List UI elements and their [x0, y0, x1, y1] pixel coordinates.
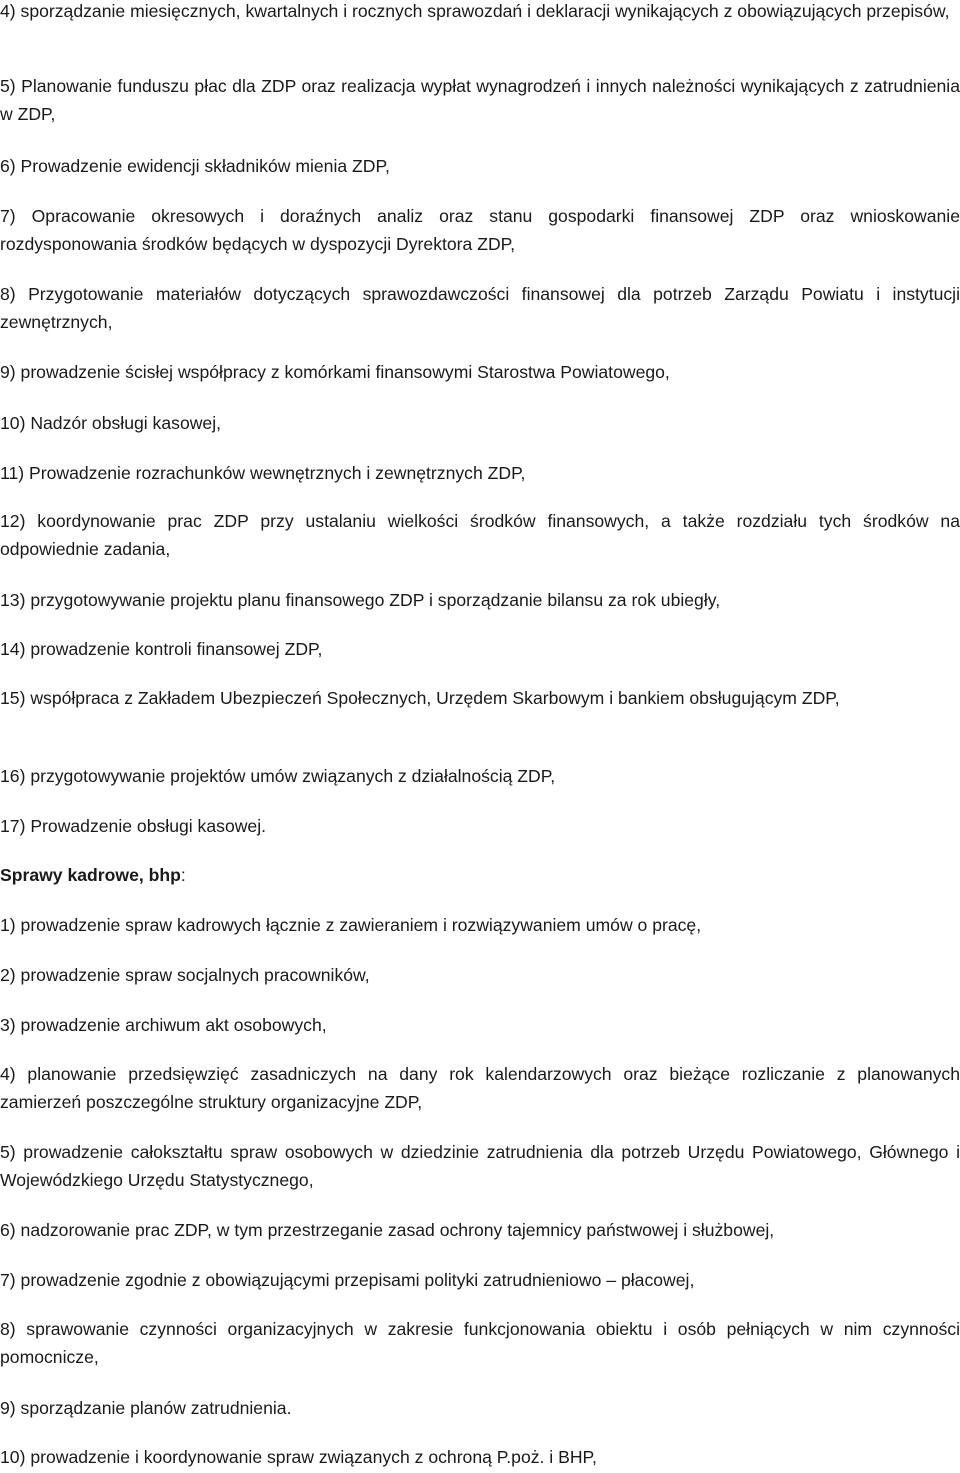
list-item-hr-10: 10) prowadzenie i koordynowanie spraw związanych z ochroną P.poż. i BHP,: [0, 1447, 597, 1467]
list-item-finance-12: 12) koordynowanie prac ZDP przy ustalaniu wielkości środków finansowych, a także rozdziału tych środków na odpowiednie zadania,: [0, 511, 960, 559]
section-heading-text: Sprawy kadrowe, bhp: [0, 865, 181, 885]
list-item-finance-4: 4) sporządzanie miesięcznych, kwartalnych i rocznych sprawozdań i deklaracji wynikających z obowiązujących przepisów,: [0, 1, 950, 21]
list-item-finance-14: 14) prowadzenie kontroli finansowej ZDP,: [0, 639, 323, 659]
section-heading-colon: :: [180, 865, 186, 885]
list-item-hr-4: 4) planowanie przedsięwzięć zasadniczych na dany rok kalendarzowych oraz bieżące rozliczanie z planowanych zamierzeń poszczególne struktury organizacyjne ZDP,: [0, 1064, 960, 1112]
list-item-hr-8: 8) sprawowanie czynności organizacyjnych w zakresie funkcjonowania obiektu i osób pełniących w nim czynności pomocnicze,: [0, 1319, 960, 1367]
list-item-finance-15: 15) współpraca z Zakładem Ubezpieczeń Społecznych, Urzędem Skarbowym i bankiem obsługującym ZDP,: [0, 688, 840, 708]
list-item-finance-9: 9) prowadzenie ścisłej współpracy z komórkami finansowymi Starostwa Powiatowego,: [0, 362, 670, 382]
list-item-hr-1: 1) prowadzenie spraw kadrowych łącznie z zawieraniem i rozwiązywaniem umów o pracę,: [0, 915, 702, 935]
list-item-hr-3: 3) prowadzenie archiwum akt osobowych,: [0, 1015, 327, 1035]
list-item-finance-10: 10) Nadzór obsługi kasowej,: [0, 413, 222, 433]
list-item-finance-5: 5) Planowanie funduszu płac dla ZDP oraz realizacja wypłat wynagrodzeń i innych należności wynikających z zatrudnienia w ZDP,: [0, 76, 960, 124]
section-heading: [0, 861, 960, 889]
list-item-finance-8: 8) Przygotowanie materiałów dotyczących sprawozdawczości finansowej dla potrzeb Zarządu Powiatu i instytucji zewnętrznych,: [0, 284, 960, 332]
list-item-finance-11: 11) Prowadzenie rozrachunków wewnętrznych i zewnętrznych ZDP,: [0, 463, 526, 483]
list-item-hr-6: 6) nadzorowanie prac ZDP, w tym przestrzeganie zasad ochrony tajemnicy państwowej i służbowej,: [0, 1220, 775, 1240]
list-item-finance-7: 7) Opracowanie okresowych i doraźnych analiz oraz stanu gospodarki finansowej ZDP oraz wnioskowanie rozdysponowania środków będących w dyspozycji Dyrektora ZDP,: [0, 206, 960, 254]
list-item-finance-13: 13) przygotowywanie projektu planu finansowego ZDP i sporządzanie bilansu za rok ubiegły,: [0, 590, 721, 610]
list-item-hr-5: 5) prowadzenie całokształtu spraw osobowych w dziedzinie zatrudnienia dla potrzeb Urzędu Powiatowego, Głównego i Wojewódzkiego Urzędu Statystycznego,: [0, 1142, 960, 1190]
list-item-finance-6: 6) Prowadzenie ewidencji składników mienia ZDP,: [0, 156, 390, 176]
list-item-finance-16: 16) przygotowywanie projektów umów związanych z działalnością ZDP,: [0, 766, 556, 786]
list-item-finance-17: 17) Prowadzenie obsługi kasowej.: [0, 816, 267, 836]
list-item-hr-9: 9) sporządzanie planów zatrudnienia.: [0, 1398, 292, 1418]
list-item-hr-7: 7) prowadzenie zgodnie z obowiązującymi przepisami polityki zatrudnieniowo – płacowej,: [0, 1270, 695, 1290]
list-item-hr-2: 2) prowadzenie spraw socjalnych pracowników,: [0, 965, 370, 985]
